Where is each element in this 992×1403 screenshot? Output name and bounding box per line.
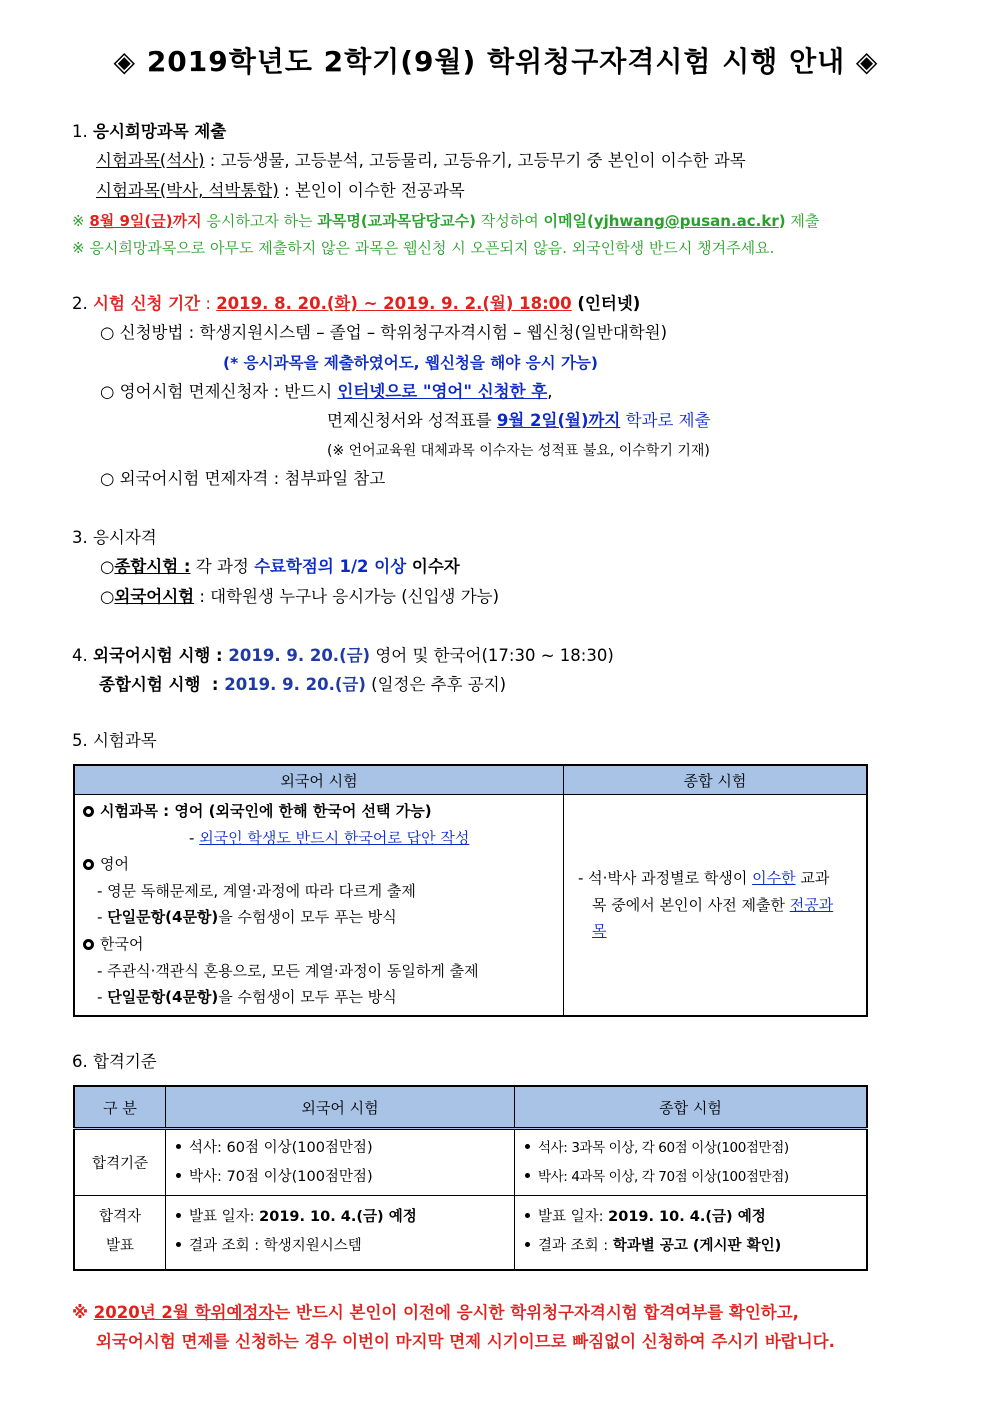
- list-text: 한국어: [100, 934, 144, 953]
- eligibility-text: 이수자: [406, 557, 460, 576]
- section-title: 응시희망과목 제출: [93, 122, 227, 141]
- list-highlight: 2019. 10. 4.(금) 예정: [608, 1209, 766, 1226]
- bullet-icon: [176, 1213, 181, 1218]
- section-title: 시험 신청 기간: [93, 294, 201, 313]
- table-header-foreign: 외국어 시험: [166, 1086, 515, 1129]
- bullet-icon: [525, 1242, 530, 1247]
- submit-dest: 학과로 제출: [620, 411, 711, 430]
- list-item: [83, 798, 555, 825]
- english-exemption: [100, 381, 552, 403]
- list-text: 영어: [100, 855, 129, 874]
- section-6-heading: 6. 합격기준: [72, 1052, 157, 1071]
- circle: ○: [100, 587, 115, 606]
- list-text: 박사: 4과목 이상, 각 70점 이상(100점만점): [538, 1168, 789, 1185]
- foreign-exemption: ○ 외국어시험 면제자격 : 첨부파일 참고: [100, 469, 386, 488]
- bullet-icon: [176, 1173, 181, 1178]
- eligibility-text: : 대학원생 누구나 응시가능 (신입생 가능): [194, 587, 500, 606]
- row-head-line: 발표: [105, 1238, 134, 1255]
- list-text: 외국인 학생도 반드시 한국어로 답안 작성: [199, 828, 470, 847]
- note-open: ※ 응시희망과목으로 아무도 제출하지 않은 과목은 웹신청 시 오픈되지 않음. 외국인학생 반드시 챙겨주세요.: [72, 239, 775, 257]
- method-note: (* 응시과목을 제출하였어도, 웹신청을 해야 응시 가능): [223, 354, 598, 372]
- footer-highlight: 2020년 2월 학위예정자: [93, 1303, 275, 1322]
- list-text: - 석·박사 과정별로 학생이: [578, 868, 753, 887]
- list-text: 석사: 60점 이상(100점만점): [189, 1139, 373, 1156]
- schedule-date: 2019. 9. 20.(금): [218, 675, 366, 694]
- note-text: 작성하여: [475, 212, 544, 230]
- eligibility-label: 외국어시험: [114, 587, 195, 606]
- bullet-icon: [525, 1213, 530, 1218]
- list-highlight: 단일문항(4문항): [107, 988, 219, 1007]
- note-mark: ※: [72, 1303, 94, 1322]
- submit-date: 9월 2일(월)까지: [496, 411, 621, 430]
- list-text: 을 수험생이 모두 푸는 방식: [218, 988, 397, 1007]
- list-text: 발표 일자:: [189, 1209, 260, 1226]
- circle: ○: [100, 557, 115, 576]
- bullet-icon: [176, 1144, 181, 1149]
- eligibility-foreign: [100, 586, 499, 608]
- list-highlight: 전공과: [789, 895, 834, 914]
- comprehensive-exam-schedule: [99, 674, 506, 696]
- note-text: 응시하고자 하는: [201, 212, 318, 230]
- exemption-submit: [327, 410, 711, 432]
- foreign-criteria-cell: [166, 1129, 515, 1196]
- schedule-date: 2019. 9. 20.(금): [222, 646, 371, 665]
- list-text: 결과 조회 :: [538, 1238, 613, 1255]
- subject-text: : 고등생물, 고등분석, 고등물리, 고등유기, 고등무기 중 본인이 이수한 과목: [204, 151, 746, 170]
- eligibility-comprehensive: [100, 556, 460, 578]
- table-header-comprehensive: 종합 시험: [515, 1086, 868, 1129]
- exam-subjects-table: [73, 764, 868, 1017]
- list-highlight: 2019. 10. 4.(금) 예정: [259, 1209, 417, 1226]
- bullet-icon: [83, 859, 94, 870]
- dash: -: [189, 828, 200, 847]
- foreign-announcement-cell: [166, 1196, 515, 1270]
- subject-text: : 본인이 이수한 전공과목: [278, 181, 465, 200]
- eligibility-label: 종합시험 :: [114, 557, 191, 576]
- list-item: [525, 1134, 856, 1163]
- list-item: [525, 1203, 856, 1232]
- schedule-label: 종합시험 시행 :: [99, 675, 219, 694]
- foreign-exam-cell: [74, 795, 564, 1016]
- list-item: [176, 1163, 504, 1192]
- schedule-detail: (일정은 추후 공지): [365, 675, 507, 694]
- list-text: 발표 일자:: [538, 1209, 609, 1226]
- pass-criteria-table: [73, 1085, 868, 1271]
- list-text: 석사: 3과목 이상, 각 60점 이상(100점만점): [538, 1139, 789, 1156]
- foreign-exam-schedule: [72, 645, 614, 667]
- list-item: [525, 1232, 856, 1261]
- list-highlight: 단일문항(4문항): [107, 908, 219, 927]
- row-head-line: 합격자: [98, 1209, 142, 1226]
- list-item: [83, 825, 555, 852]
- subject-masters: [96, 150, 746, 172]
- note-subject: 과목명(교과목담당교수): [317, 212, 476, 230]
- list-item: 목: [592, 922, 607, 941]
- section-1-heading: [72, 121, 226, 143]
- list-text: 결과 조회 : 학생지원시스템: [189, 1238, 362, 1255]
- schedule-label: 외국어시험 시행 :: [93, 646, 223, 665]
- row-head-criteria: 합격기준: [74, 1129, 166, 1196]
- bullet-icon: [525, 1173, 530, 1178]
- list-item: [83, 931, 555, 958]
- note-email-label: 이메일(: [543, 212, 594, 230]
- list-text: 을 수험생이 모두 푸는 방식: [218, 908, 397, 927]
- footer-note-line-1: [72, 1302, 799, 1324]
- list-item: [83, 851, 555, 878]
- exemption-text: ○ 영어시험 면제신청자 : 반드시: [100, 382, 338, 401]
- subject-label: 시험과목(박사, 석박통합): [96, 181, 279, 200]
- list-item: [176, 1203, 504, 1232]
- list-text: 목 중에서 본인이 사전 제출한: [592, 895, 790, 914]
- list-item: [176, 1232, 504, 1261]
- bullet-icon: [525, 1144, 530, 1149]
- application-period: 2019. 8. 20.(화) ~ 2019. 9. 2.(월) 18:00: [216, 294, 572, 313]
- list-item: [176, 1134, 504, 1163]
- exemption-note: (※ 언어교육원 대체과목 이수자는 성적표 불요, 이수학기 기재): [327, 443, 710, 459]
- subject-label: 시험과목(석사): [96, 151, 205, 170]
- schedule-detail: 영어 및 한국어(17:30 ~ 18:30): [370, 646, 614, 665]
- note-date: 8월 9일(금): [89, 212, 173, 230]
- note-mark: ※: [72, 212, 90, 230]
- list-item: [83, 904, 555, 931]
- section-number: 4.: [72, 646, 93, 665]
- list-text: 박사: 70점 이상(100점만점): [189, 1168, 373, 1185]
- list-highlight: 이수한: [752, 868, 796, 887]
- note-email: [72, 210, 819, 232]
- note-text: 제출: [785, 212, 820, 230]
- footer-text: 는 반드시 본인이 이전에 응시한 학위청구자격시험 합격여부를 확인하고,: [274, 1303, 799, 1322]
- email-link[interactable]: yjhwang@pusan.ac.kr: [593, 212, 779, 230]
- row-head-announcement: [74, 1196, 166, 1270]
- list-text: 교과: [795, 868, 830, 887]
- footer-note-line-2: 외국어시험 면제를 신청하는 경우 이번이 마지막 면제 시기이므로 빠짐없이 신청하여 주시기 바랍니다.: [96, 1332, 835, 1351]
- application-method: ○ 신청방법 : 학생지원시스템 – 졸업 – 학위청구자격시험 – 웹신청(일반대학원): [100, 323, 668, 342]
- eligibility-text: 각 과정: [190, 557, 255, 576]
- bullet-icon: [83, 939, 94, 950]
- section-number: 1.: [72, 122, 93, 141]
- section-number: 2.: [72, 294, 93, 313]
- list-item: [578, 892, 860, 919]
- comma: ,: [547, 382, 553, 401]
- page-title: ◈ 2019학년도 2학기(9월) 학위청구자격시험 시행 안내 ◈: [113, 45, 879, 78]
- list-highlight: 학과별 공고 (게시판 확인): [612, 1238, 782, 1255]
- list-item: [525, 1163, 856, 1192]
- table-header-category: 구 분: [74, 1086, 166, 1129]
- note-until: 까지: [172, 212, 202, 230]
- colon: :: [200, 294, 217, 313]
- list-item: [83, 984, 555, 1011]
- list-item: [578, 865, 860, 892]
- list-item: - 영문 독해문제로, 계열·과정에 따라 다르게 출제: [97, 881, 416, 900]
- table-header-foreign: 외국어 시험: [74, 765, 564, 795]
- list-text: 시험과목 : 영어 (외국인에 한해 한국어 선택 가능): [100, 802, 432, 820]
- submit-text: 면제신청서와 성적표를: [327, 411, 497, 430]
- internet-label: (인터넷): [571, 294, 641, 313]
- subject-doctoral: [96, 180, 465, 202]
- section-5-heading: 5. 시험과목: [72, 731, 157, 750]
- section-2-heading: [72, 293, 640, 315]
- bullet-icon: [176, 1242, 181, 1247]
- note-paren: ): [778, 212, 786, 230]
- comprehensive-criteria-cell: [515, 1129, 868, 1196]
- comprehensive-exam-cell: [564, 795, 868, 1016]
- table-header-comprehensive: 종합 시험: [564, 765, 868, 795]
- section-3-heading: 3. 응시자격: [72, 528, 157, 547]
- comprehensive-announcement-cell: [515, 1196, 868, 1270]
- dash: -: [97, 908, 108, 927]
- bullet-icon: [83, 806, 94, 817]
- exemption-highlight: 인터넷으로 "영어" 신청한 후: [337, 382, 548, 401]
- list-item: - 주관식·객관식 혼용으로, 모든 계열·과정이 동일하게 출제: [97, 961, 479, 980]
- eligibility-credits: 수료학점의 1/2 이상: [254, 557, 407, 576]
- dash: -: [97, 988, 108, 1007]
